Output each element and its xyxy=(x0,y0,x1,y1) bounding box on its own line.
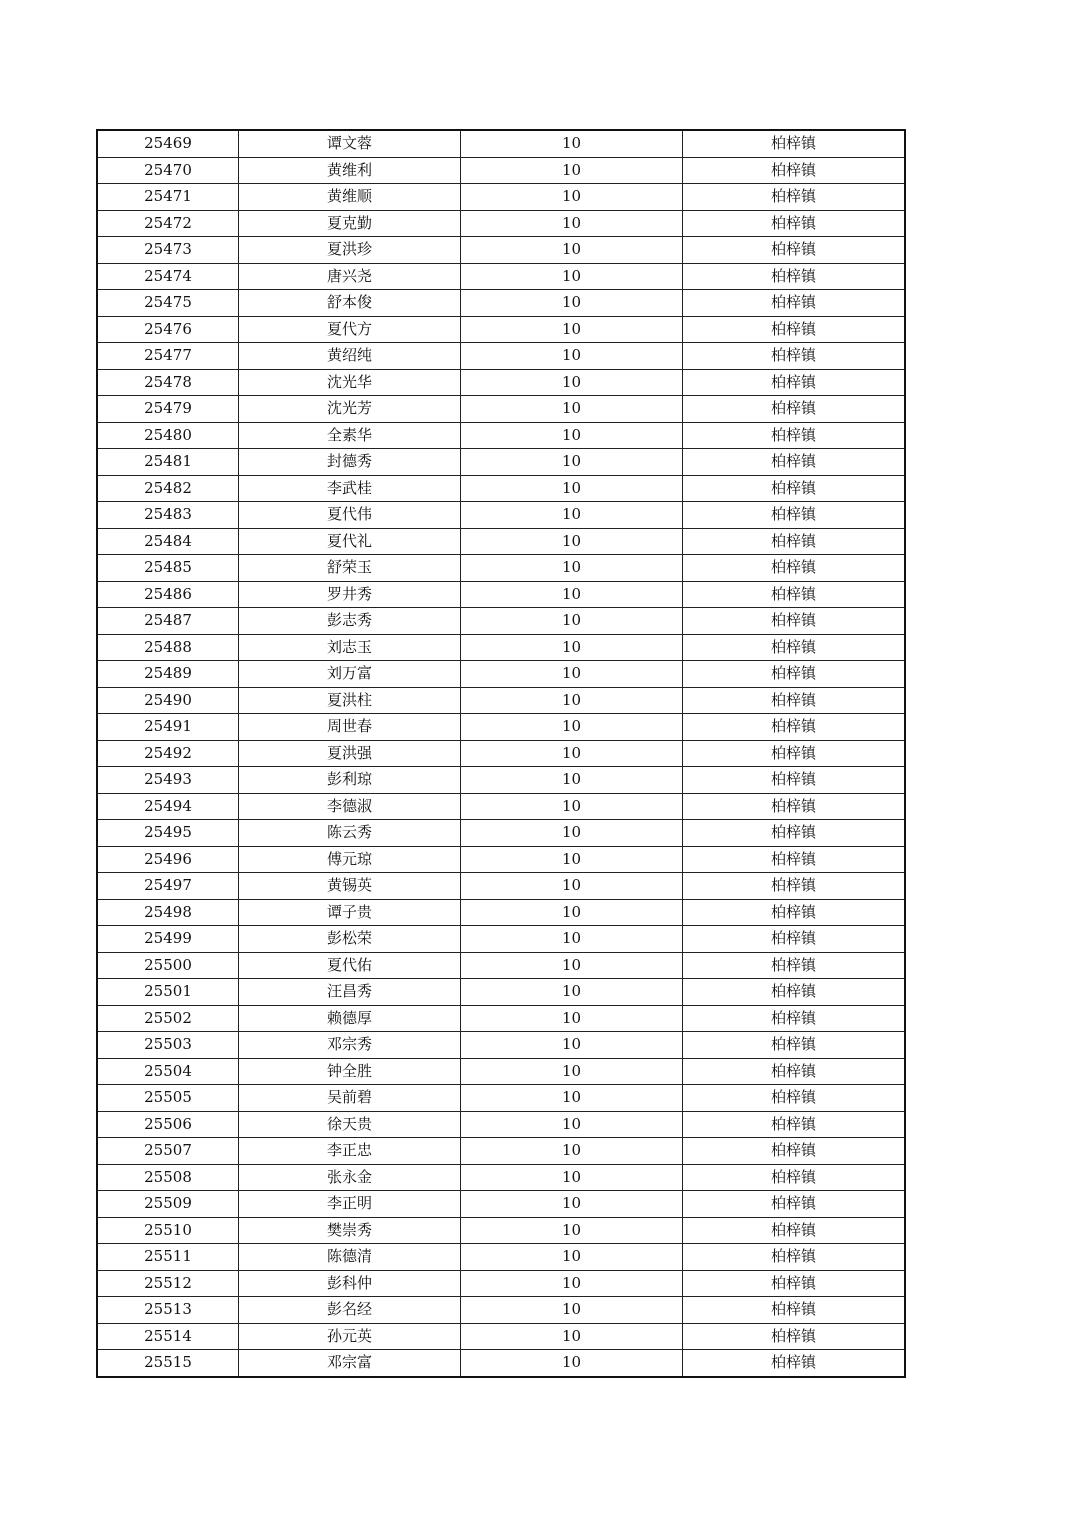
serial-number-cell: 25487 xyxy=(97,608,239,635)
serial-number-cell: 25503 xyxy=(97,1032,239,1059)
town-cell: 柏梓镇 xyxy=(683,1217,906,1244)
serial-number-cell: 25475 xyxy=(97,290,239,317)
table-row xyxy=(97,396,905,423)
amount-cell: 10 xyxy=(461,449,683,476)
serial-number-cell: 25515 xyxy=(97,1350,239,1377)
table-body xyxy=(97,130,905,1377)
table-row xyxy=(97,369,905,396)
name-cell: 谭子贵 xyxy=(239,899,461,926)
name-cell: 刘万富 xyxy=(239,661,461,688)
amount-cell: 10 xyxy=(461,422,683,449)
table-row xyxy=(97,1350,905,1377)
serial-number-cell: 25474 xyxy=(97,263,239,290)
town-cell: 柏梓镇 xyxy=(683,1350,906,1377)
name-cell: 钟全胜 xyxy=(239,1058,461,1085)
amount-cell: 10 xyxy=(461,1111,683,1138)
amount-cell: 10 xyxy=(461,634,683,661)
serial-number-cell: 25500 xyxy=(97,952,239,979)
table-row xyxy=(97,1111,905,1138)
town-cell: 柏梓镇 xyxy=(683,661,906,688)
table-row xyxy=(97,1005,905,1032)
serial-number-cell: 25505 xyxy=(97,1085,239,1112)
town-cell: 柏梓镇 xyxy=(683,793,906,820)
amount-cell: 10 xyxy=(461,237,683,264)
serial-number-cell: 25485 xyxy=(97,555,239,582)
table-row xyxy=(97,952,905,979)
amount-cell: 10 xyxy=(461,396,683,423)
serial-number-cell: 25509 xyxy=(97,1191,239,1218)
amount-cell: 10 xyxy=(461,1138,683,1165)
table-row xyxy=(97,157,905,184)
amount-cell: 10 xyxy=(461,899,683,926)
amount-cell: 10 xyxy=(461,1323,683,1350)
amount-cell: 10 xyxy=(461,528,683,555)
serial-number-cell: 25513 xyxy=(97,1297,239,1324)
name-cell: 谭文蓉 xyxy=(239,130,461,157)
table-row xyxy=(97,899,905,926)
name-cell: 傅元琼 xyxy=(239,846,461,873)
table-row xyxy=(97,290,905,317)
table-row xyxy=(97,1138,905,1165)
amount-cell: 10 xyxy=(461,979,683,1006)
name-cell: 夏代方 xyxy=(239,316,461,343)
name-cell: 徐天贵 xyxy=(239,1111,461,1138)
serial-number-cell: 25484 xyxy=(97,528,239,555)
table-row xyxy=(97,1244,905,1271)
town-cell: 柏梓镇 xyxy=(683,369,906,396)
serial-number-cell: 25497 xyxy=(97,873,239,900)
name-cell: 黄维顺 xyxy=(239,184,461,211)
town-cell: 柏梓镇 xyxy=(683,157,906,184)
serial-number-cell: 25486 xyxy=(97,581,239,608)
town-cell: 柏梓镇 xyxy=(683,528,906,555)
table-row xyxy=(97,1217,905,1244)
name-cell: 李德淑 xyxy=(239,793,461,820)
town-cell: 柏梓镇 xyxy=(683,1270,906,1297)
table-row xyxy=(97,634,905,661)
name-cell: 汪昌秀 xyxy=(239,979,461,1006)
amount-cell: 10 xyxy=(461,1270,683,1297)
serial-number-cell: 25476 xyxy=(97,316,239,343)
amount-cell: 10 xyxy=(461,157,683,184)
town-cell: 柏梓镇 xyxy=(683,952,906,979)
table-row xyxy=(97,449,905,476)
amount-cell: 10 xyxy=(461,581,683,608)
town-cell: 柏梓镇 xyxy=(683,979,906,1006)
table-row xyxy=(97,316,905,343)
table-row xyxy=(97,210,905,237)
amount-cell: 10 xyxy=(461,210,683,237)
name-cell: 彭科仲 xyxy=(239,1270,461,1297)
serial-number-cell: 25482 xyxy=(97,475,239,502)
town-cell: 柏梓镇 xyxy=(683,316,906,343)
table-row xyxy=(97,422,905,449)
table-row xyxy=(97,767,905,794)
name-cell: 彭志秀 xyxy=(239,608,461,635)
amount-cell: 10 xyxy=(461,502,683,529)
name-cell: 彭名经 xyxy=(239,1297,461,1324)
serial-number-cell: 25471 xyxy=(97,184,239,211)
name-cell: 黄锡英 xyxy=(239,873,461,900)
table-row xyxy=(97,1191,905,1218)
name-cell: 罗井秀 xyxy=(239,581,461,608)
serial-number-cell: 25488 xyxy=(97,634,239,661)
serial-number-cell: 25490 xyxy=(97,687,239,714)
town-cell: 柏梓镇 xyxy=(683,184,906,211)
serial-number-cell: 25469 xyxy=(97,130,239,157)
amount-cell: 10 xyxy=(461,369,683,396)
table-row xyxy=(97,1085,905,1112)
name-cell: 沈光华 xyxy=(239,369,461,396)
name-cell: 李正明 xyxy=(239,1191,461,1218)
town-cell: 柏梓镇 xyxy=(683,502,906,529)
name-cell: 邓宗秀 xyxy=(239,1032,461,1059)
amount-cell: 10 xyxy=(461,1164,683,1191)
name-cell: 陈云秀 xyxy=(239,820,461,847)
serial-number-cell: 25494 xyxy=(97,793,239,820)
amount-cell: 10 xyxy=(461,793,683,820)
serial-number-cell: 25512 xyxy=(97,1270,239,1297)
town-cell: 柏梓镇 xyxy=(683,687,906,714)
name-cell: 夏代礼 xyxy=(239,528,461,555)
town-cell: 柏梓镇 xyxy=(683,1323,906,1350)
table-row xyxy=(97,820,905,847)
table-row xyxy=(97,926,905,953)
serial-number-cell: 25496 xyxy=(97,846,239,873)
table-row xyxy=(97,873,905,900)
amount-cell: 10 xyxy=(461,1005,683,1032)
serial-number-cell: 25472 xyxy=(97,210,239,237)
serial-number-cell: 25495 xyxy=(97,820,239,847)
table-row xyxy=(97,528,905,555)
name-cell: 沈光芳 xyxy=(239,396,461,423)
town-cell: 柏梓镇 xyxy=(683,846,906,873)
table-row xyxy=(97,502,905,529)
table-row xyxy=(97,1032,905,1059)
town-cell: 柏梓镇 xyxy=(683,475,906,502)
serial-number-cell: 25506 xyxy=(97,1111,239,1138)
serial-number-cell: 25502 xyxy=(97,1005,239,1032)
table-row xyxy=(97,263,905,290)
data-table xyxy=(96,129,906,1378)
town-cell: 柏梓镇 xyxy=(683,899,906,926)
table-row xyxy=(97,555,905,582)
serial-number-cell: 25481 xyxy=(97,449,239,476)
town-cell: 柏梓镇 xyxy=(683,767,906,794)
amount-cell: 10 xyxy=(461,873,683,900)
table-row xyxy=(97,130,905,157)
town-cell: 柏梓镇 xyxy=(683,1297,906,1324)
table-row xyxy=(97,184,905,211)
table-row xyxy=(97,846,905,873)
table-row xyxy=(97,740,905,767)
town-cell: 柏梓镇 xyxy=(683,210,906,237)
amount-cell: 10 xyxy=(461,740,683,767)
name-cell: 李武桂 xyxy=(239,475,461,502)
name-cell: 夏洪强 xyxy=(239,740,461,767)
town-cell: 柏梓镇 xyxy=(683,1191,906,1218)
table-row xyxy=(97,1297,905,1324)
town-cell: 柏梓镇 xyxy=(683,1005,906,1032)
serial-number-cell: 25477 xyxy=(97,343,239,370)
town-cell: 柏梓镇 xyxy=(683,290,906,317)
serial-number-cell: 25507 xyxy=(97,1138,239,1165)
amount-cell: 10 xyxy=(461,1058,683,1085)
serial-number-cell: 25480 xyxy=(97,422,239,449)
serial-number-cell: 25493 xyxy=(97,767,239,794)
town-cell: 柏梓镇 xyxy=(683,873,906,900)
serial-number-cell: 25498 xyxy=(97,899,239,926)
amount-cell: 10 xyxy=(461,926,683,953)
amount-cell: 10 xyxy=(461,130,683,157)
town-cell: 柏梓镇 xyxy=(683,1111,906,1138)
town-cell: 柏梓镇 xyxy=(683,634,906,661)
amount-cell: 10 xyxy=(461,1297,683,1324)
table-row xyxy=(97,979,905,1006)
amount-cell: 10 xyxy=(461,184,683,211)
town-cell: 柏梓镇 xyxy=(683,396,906,423)
town-cell: 柏梓镇 xyxy=(683,343,906,370)
name-cell: 孙元英 xyxy=(239,1323,461,1350)
amount-cell: 10 xyxy=(461,1085,683,1112)
serial-number-cell: 25470 xyxy=(97,157,239,184)
town-cell: 柏梓镇 xyxy=(683,422,906,449)
table-row xyxy=(97,793,905,820)
town-cell: 柏梓镇 xyxy=(683,1244,906,1271)
name-cell: 刘志玉 xyxy=(239,634,461,661)
serial-number-cell: 25514 xyxy=(97,1323,239,1350)
amount-cell: 10 xyxy=(461,661,683,688)
table-row xyxy=(97,661,905,688)
town-cell: 柏梓镇 xyxy=(683,740,906,767)
amount-cell: 10 xyxy=(461,316,683,343)
table-row xyxy=(97,608,905,635)
name-cell: 周世春 xyxy=(239,714,461,741)
serial-number-cell: 25478 xyxy=(97,369,239,396)
table-row xyxy=(97,581,905,608)
town-cell: 柏梓镇 xyxy=(683,1164,906,1191)
name-cell: 李正忠 xyxy=(239,1138,461,1165)
name-cell: 夏代佑 xyxy=(239,952,461,979)
table-row xyxy=(97,714,905,741)
name-cell: 黄维利 xyxy=(239,157,461,184)
name-cell: 邓宗富 xyxy=(239,1350,461,1377)
table-row xyxy=(97,1164,905,1191)
table-row xyxy=(97,687,905,714)
serial-number-cell: 25492 xyxy=(97,740,239,767)
serial-number-cell: 25510 xyxy=(97,1217,239,1244)
name-cell: 彭松荣 xyxy=(239,926,461,953)
name-cell: 彭利琼 xyxy=(239,767,461,794)
serial-number-cell: 25473 xyxy=(97,237,239,264)
name-cell: 全素华 xyxy=(239,422,461,449)
serial-number-cell: 25504 xyxy=(97,1058,239,1085)
serial-number-cell: 25479 xyxy=(97,396,239,423)
name-cell: 吴前碧 xyxy=(239,1085,461,1112)
amount-cell: 10 xyxy=(461,952,683,979)
amount-cell: 10 xyxy=(461,1244,683,1271)
amount-cell: 10 xyxy=(461,608,683,635)
name-cell: 封德秀 xyxy=(239,449,461,476)
serial-number-cell: 25508 xyxy=(97,1164,239,1191)
town-cell: 柏梓镇 xyxy=(683,1058,906,1085)
town-cell: 柏梓镇 xyxy=(683,926,906,953)
serial-number-cell: 25489 xyxy=(97,661,239,688)
town-cell: 柏梓镇 xyxy=(683,581,906,608)
amount-cell: 10 xyxy=(461,343,683,370)
town-cell: 柏梓镇 xyxy=(683,1032,906,1059)
name-cell: 夏洪柱 xyxy=(239,687,461,714)
amount-cell: 10 xyxy=(461,1191,683,1218)
town-cell: 柏梓镇 xyxy=(683,1138,906,1165)
amount-cell: 10 xyxy=(461,846,683,873)
town-cell: 柏梓镇 xyxy=(683,1085,906,1112)
name-cell: 舒本俊 xyxy=(239,290,461,317)
serial-number-cell: 25511 xyxy=(97,1244,239,1271)
name-cell: 樊崇秀 xyxy=(239,1217,461,1244)
amount-cell: 10 xyxy=(461,767,683,794)
town-cell: 柏梓镇 xyxy=(683,237,906,264)
name-cell: 舒荣玉 xyxy=(239,555,461,582)
town-cell: 柏梓镇 xyxy=(683,555,906,582)
name-cell: 夏代伟 xyxy=(239,502,461,529)
table-row xyxy=(97,237,905,264)
serial-number-cell: 25491 xyxy=(97,714,239,741)
amount-cell: 10 xyxy=(461,714,683,741)
town-cell: 柏梓镇 xyxy=(683,130,906,157)
amount-cell: 10 xyxy=(461,263,683,290)
serial-number-cell: 25499 xyxy=(97,926,239,953)
table-row xyxy=(97,1058,905,1085)
table-row xyxy=(97,1323,905,1350)
amount-cell: 10 xyxy=(461,555,683,582)
name-cell: 夏洪珍 xyxy=(239,237,461,264)
serial-number-cell: 25483 xyxy=(97,502,239,529)
table-row xyxy=(97,1270,905,1297)
amount-cell: 10 xyxy=(461,1032,683,1059)
town-cell: 柏梓镇 xyxy=(683,449,906,476)
name-cell: 夏克勤 xyxy=(239,210,461,237)
table-row xyxy=(97,475,905,502)
town-cell: 柏梓镇 xyxy=(683,820,906,847)
amount-cell: 10 xyxy=(461,820,683,847)
name-cell: 赖德厚 xyxy=(239,1005,461,1032)
town-cell: 柏梓镇 xyxy=(683,608,906,635)
amount-cell: 10 xyxy=(461,687,683,714)
name-cell: 陈德清 xyxy=(239,1244,461,1271)
amount-cell: 10 xyxy=(461,290,683,317)
town-cell: 柏梓镇 xyxy=(683,714,906,741)
town-cell: 柏梓镇 xyxy=(683,263,906,290)
amount-cell: 10 xyxy=(461,475,683,502)
name-cell: 黄绍纯 xyxy=(239,343,461,370)
table-row xyxy=(97,343,905,370)
amount-cell: 10 xyxy=(461,1217,683,1244)
serial-number-cell: 25501 xyxy=(97,979,239,1006)
amount-cell: 10 xyxy=(461,1350,683,1377)
name-cell: 唐兴尧 xyxy=(239,263,461,290)
name-cell: 张永金 xyxy=(239,1164,461,1191)
